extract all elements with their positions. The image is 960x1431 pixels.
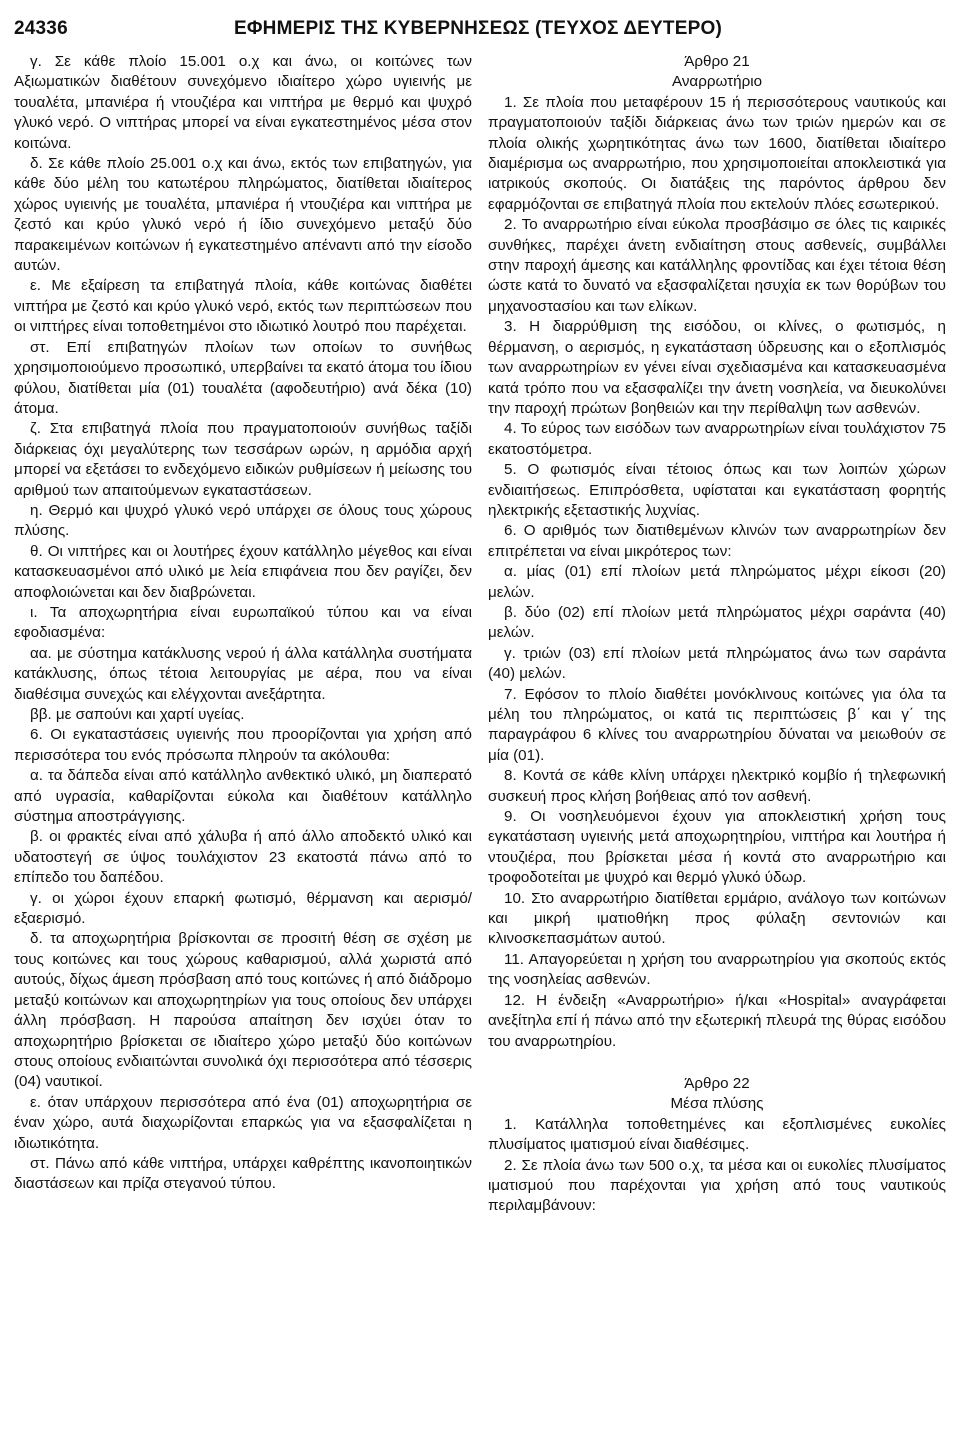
article-spacer bbox=[488, 1052, 946, 1074]
paragraph: ι. Τα αποχωρητήρια είναι ευρωπαϊκού τύπου και να είναι εφοδιασμένα: bbox=[14, 603, 472, 642]
paragraph: η. Θερμό και ψυχρό γλυκό νερό υπάρχει σε όλους τους χώρους πλύσης. bbox=[14, 501, 472, 540]
page-header bbox=[14, 0, 946, 40]
paragraph: 9. Οι νοσηλευόμενοι έχουν για αποκλειστική χρήση τους εγκατάσταση υγιεινής μετά αποχωρητηρίου, νιπτήρα και λουτήρα ή ντουζιέρα, που βρίσκεται μέσα ή κοντά στο αναρρωτήριο και τροφοδοτείται με ψυχρό και θερμό γλυκό ύδωρ. bbox=[488, 808, 946, 887]
paragraph: στ. Πάνω από κάθε νιπτήρα, υπάρχει καθρέπτης ικανοποιητικών διαστάσεων και πρίζα στεγανού τύπου. bbox=[14, 1154, 472, 1193]
paragraph: ββ. με σαπούνι και χαρτί υγείας. bbox=[30, 706, 245, 723]
paragraph: 12. Η ένδειξη «Αναρρωτήριο» ή/και «Hospital» αναγράφεται ανεξίτηλα επί ή πάνω από την εξωτερική πλευρά της θύρας εισόδου του αναρρωτηρίου. bbox=[488, 991, 946, 1050]
right-column bbox=[488, 52, 946, 1217]
paragraph: 1. Σε πλοία που μεταφέρουν 15 ή περισσότερους ναυτικούς και πραγματοποιούν ταξίδι διάρκειας άνω των τριών ημερών και σε πλοία ολικής χωρητικότητας άνω των 1600, διατίθεται ιδιαίτερο διαμέρισμα ως αναρρωτήριο, που χρησιμοποιείται αποκλειστικά για ιατρικούς σκοπούς. Οι διατάξεις της παρόντος άρθρου δεν εφαρμόζονται σε επιβατηγά πλοία που εκτελούν πλόες εσωτερικού. bbox=[488, 93, 946, 213]
paragraph: δ. τα αποχωρητήρια βρίσκονται σε προσιτή θέση σε σχέση με τους κοιτώνες και τους χώρους καθαρισμού, αλλά χωριστά από αυτούς, δίχως άμεση πρόσβαση από τους κοιτώνες ή από διάδρομο μεταξύ κοιτώνων και αποχωρητηρίων για τους οποίους δεν υπάρχει άλλη πρόσβαση. Η παρούσα απαίτηση δεν ισχύει όταν το αποχωρητήριο βρίσκεται σε ιδιαίτερο χώρο μεταξύ δύο κοιτώνων στους οποίους ενδιαιτώνται συνολικά όχι περισσότερα από τέσσερις (04) ναυτικοί. bbox=[14, 930, 472, 1091]
gazette-title: ΕΦΗΜΕΡΙΣ ΤΗΣ ΚΥΒΕΡΝΗΣΕΩΣ (ΤΕΥΧΟΣ ΔΕΥΤΕΡΟ) bbox=[234, 18, 722, 39]
text-columns bbox=[14, 52, 946, 1217]
paragraph: 2. Το αναρρωτήριο είναι εύκολα προσβάσιμο σε όλες τις καιρικές συνθήκες, παρέχει άνετη ενδιαίτηση στους ασθενείς, συμβάλλει στην παροχή άμεσης και κατάλληλης φροντίδας και έχει τέτοια θέση ώστε κατά το δυνατό να εξασφαλίζεται ησυχία εκ των θορύβων του μηχανοστασίου και των ελίκων. bbox=[488, 216, 946, 315]
paragraph: α. μίας (01) επί πλοίων μετά πληρώματος μέχρι είκοσι (20) μελών. bbox=[488, 563, 946, 601]
paragraph: γ. τριών (03) επί πλοίων μετά πληρώματος άνω των σαράντα (40) μελών. bbox=[488, 644, 946, 683]
paragraph: 6. Οι εγκαταστάσεις υγιεινής που προορίζονται για χρήση από περισσότερα του ενός πρόσωπα πληρούν τα ακόλουθα: bbox=[14, 726, 472, 764]
paragraph: 7. Εφόσον το πλοίο διαθέτει μονόκλινους κοιτώνες για όλα τα μέλη του πληρώματος, οι κατά τις περιπτώσεις β΄ και γ΄ της παραγράφου 6 κλίνες του αναρρωτηρίου δύναται να μειωθούν σε μία (01). bbox=[488, 685, 946, 764]
paragraph: 6. Ο αριθμός των διατιθεμένων κλινών των αναρρωτηρίων δεν επιτρέπεται να είναι μικρότερος των: bbox=[488, 522, 946, 560]
paragraph: 2. Σε πλοία άνω των 500 ο.χ, τα μέσα και οι ευκολίες πλυσίματος ιματισμού που παρέχονται για χρήση από τους ναυτικούς περιλαμβάνουν: bbox=[488, 1156, 946, 1215]
paragraph: ε. όταν υπάρχουν περισσότερα από ένα (01) αποχωρητήρια σε έναν χώρο, αυτά διαχωρίζονται επαρκώς για να εξασφαλίζεται η ιδιωτικότητα. bbox=[14, 1093, 472, 1152]
paragraph: ε. Με εξαίρεση τα επιβατηγά πλοία, κάθε κοιτώνας διαθέτει νιπτήρα με ζεστό και κρύο γλυκό νερό, εκτός των περιπτώσεων που οι νιπτήρες είναι τοποθετημένοι στο ιδιωτικό λουτρό που παρέχεται. bbox=[14, 277, 472, 336]
paragraph: 8. Κοντά σε κάθε κλίνη υπάρχει ηλεκτρικό κομβίο ή τηλεφωνική συσκευή προς κλήση βοήθειας από τον ασθενή. bbox=[488, 767, 946, 805]
paragraph: γ. οι χώροι έχουν επαρκή φωτισμό, θέρμανση και αερισμό/εξαερισμό. bbox=[14, 889, 472, 928]
paragraph: 10. Στο αναρρωτήριο διατίθεται ερμάριο, ανάλογο των κοιτώνων και μικρή ιματιοθήκη προς φύλαξη σεντονιών και κλινοσκεπασμάτων αυτού. bbox=[488, 889, 946, 948]
paragraph: 3. Η διαρρύθμιση της εισόδου, οι κλίνες, ο φωτισμός, η θέρμανση, ο αερισμός, η εγκατάσταση ύδρευσης και ο εξοπλισμός των αναρρωτηρίων εν γένει είναι σχεδιασμένα και κατασκευασμένα κατά τρόπο που να εξασφαλίζει την άνετη νοσηλεία, να διευκολύνει την παροχή πρώτων βοηθειών και την περίθαλψη των ασθενών. bbox=[488, 318, 946, 417]
paragraph: α. τα δάπεδα είναι από κατάλληλο ανθεκτικό υλικό, μη διαπερατό από υγρασία, καθαρίζονται εύκολα και διαθέτουν κατάλληλο σύστημα αποστράγγισης. bbox=[14, 767, 472, 826]
article-21-subtitle: Αναρρωτήριο bbox=[671, 73, 763, 91]
paragraph: β. δύο (02) επί πλοίων μετά πληρώματος μέχρι σαράντα (40) μελών. bbox=[488, 603, 946, 642]
article-22-title: Άρθρο 22 bbox=[684, 1074, 750, 1092]
paragraph: ζ. Στα επιβατηγά πλοία που πραγματοποιούν συνήθως ταξίδι διάρκειας όχι μεγαλύτερης των τεσσάρων ωρών, η αρμόδια αρχή μπορεί να εξετάσει το ενδεχόμενο ειδικών ρυθμίσεων ή μείωσης του αριθμού των απαιτούμενων εγκαταστάσεων. bbox=[14, 420, 472, 499]
paragraph: 4. Το εύρος των εισόδων των αναρρωτηρίων είναι τουλάχιστον 75 εκατοστόμετρα. bbox=[488, 420, 946, 458]
paragraph: β. οι φρακτές είναι από χάλυβα ή από άλλο αποδεκτό υλικό και υδατοστεγή σε ύψος τουλάχιστον 23 εκατοστά πάνω από το επίπεδο του δαπέδου. bbox=[14, 828, 472, 887]
paragraph: δ. Σε κάθε πλοίο 25.001 ο.χ και άνω, εκτός των επιβατηγών, για κάθε δύο μέλη του κατωτέρου πληρώματος, διατίθεται ιδιαίτερος χώρος υγιεινής με τουαλέτα, μπανιέρα ή ντουζιέρα και νιπτήρα με ζεστό και κρύο γλυκό νερό ή ίδιο συνεχόμενο μεταξύ δύο παρακειμένων κοιτώνων ή εγκατεστημένο απέναντι από την είσοδο αυτών. bbox=[14, 155, 472, 275]
paragraph: γ. Σε κάθε πλοίο 15.001 ο.χ και άνω, οι κοιτώνες των Αξιωματικών διαθέτουν συνεχόμενο ιδιαίτερο χώρο υγιεινής με τουαλέτα, μπανιέρα ή ντουζιέρα και νιπτήρα με θερμό και ψυχρό γλυκό νερό. Ο νιπτήρας μπορεί να είναι εγκατεστημένος μέσα στον κοιτώνα. bbox=[14, 53, 472, 152]
paragraph: 11. Απαγορεύεται η χρήση του αναρρωτηρίου για σκοπούς εκτός της νοσηλείας ασθενών. bbox=[488, 950, 946, 989]
paragraph: αα. με σύστημα κατάκλυσης νερού ή άλλα κατάλληλα συστήματα κατάκλυσης, όπως τέτοια λειτουργίας με αέρα, που να είναι διαθέσιμα συνεχώς και ελέγχονται ανεξάρτητα. bbox=[14, 644, 472, 703]
paragraph: θ. Οι νιπτήρες και οι λουτήρες έχουν κατάλληλο μέγεθος και είναι κατασκευασμένοι από υλικό με λεία επιφάνεια που δεν ραγίζει, δεν αποφλοιώνεται και δεν διαβρώνεται. bbox=[14, 542, 472, 601]
article-21-title: Άρθρο 21 bbox=[684, 53, 750, 70]
paragraph: 5. Ο φωτισμός είναι τέτοιος όπως και των λοιπών χώρων ενδιαιτήσεως. Επιπρόσθετα, υφίσταται και εγκατάσταση φορητής ηλεκτρικής εξεταστικής λυχνίας. bbox=[488, 461, 946, 519]
article-22-subtitle: Μέσα πλύσης bbox=[670, 1095, 764, 1113]
paragraph: 1. Κατάλληλα τοποθετημένες και εξοπλισμένες ευκολίες πλυσίματος ιματισμού είναι διαθέσιμες. bbox=[488, 1115, 946, 1154]
paragraph: στ. Επί επιβατηγών πλοίων των οποίων το συνήθως χρησιμοποιούμενο προσωπικό, υπερβαίνει τα εκατό άτομα του ίδιου φύλου, διατίθεται μία (01) τουαλέτα (αφοδευτήριο) ανά δέκα (10) άτομα. bbox=[14, 338, 472, 417]
page-number: 24336 bbox=[14, 18, 68, 39]
left-column bbox=[14, 52, 472, 1217]
